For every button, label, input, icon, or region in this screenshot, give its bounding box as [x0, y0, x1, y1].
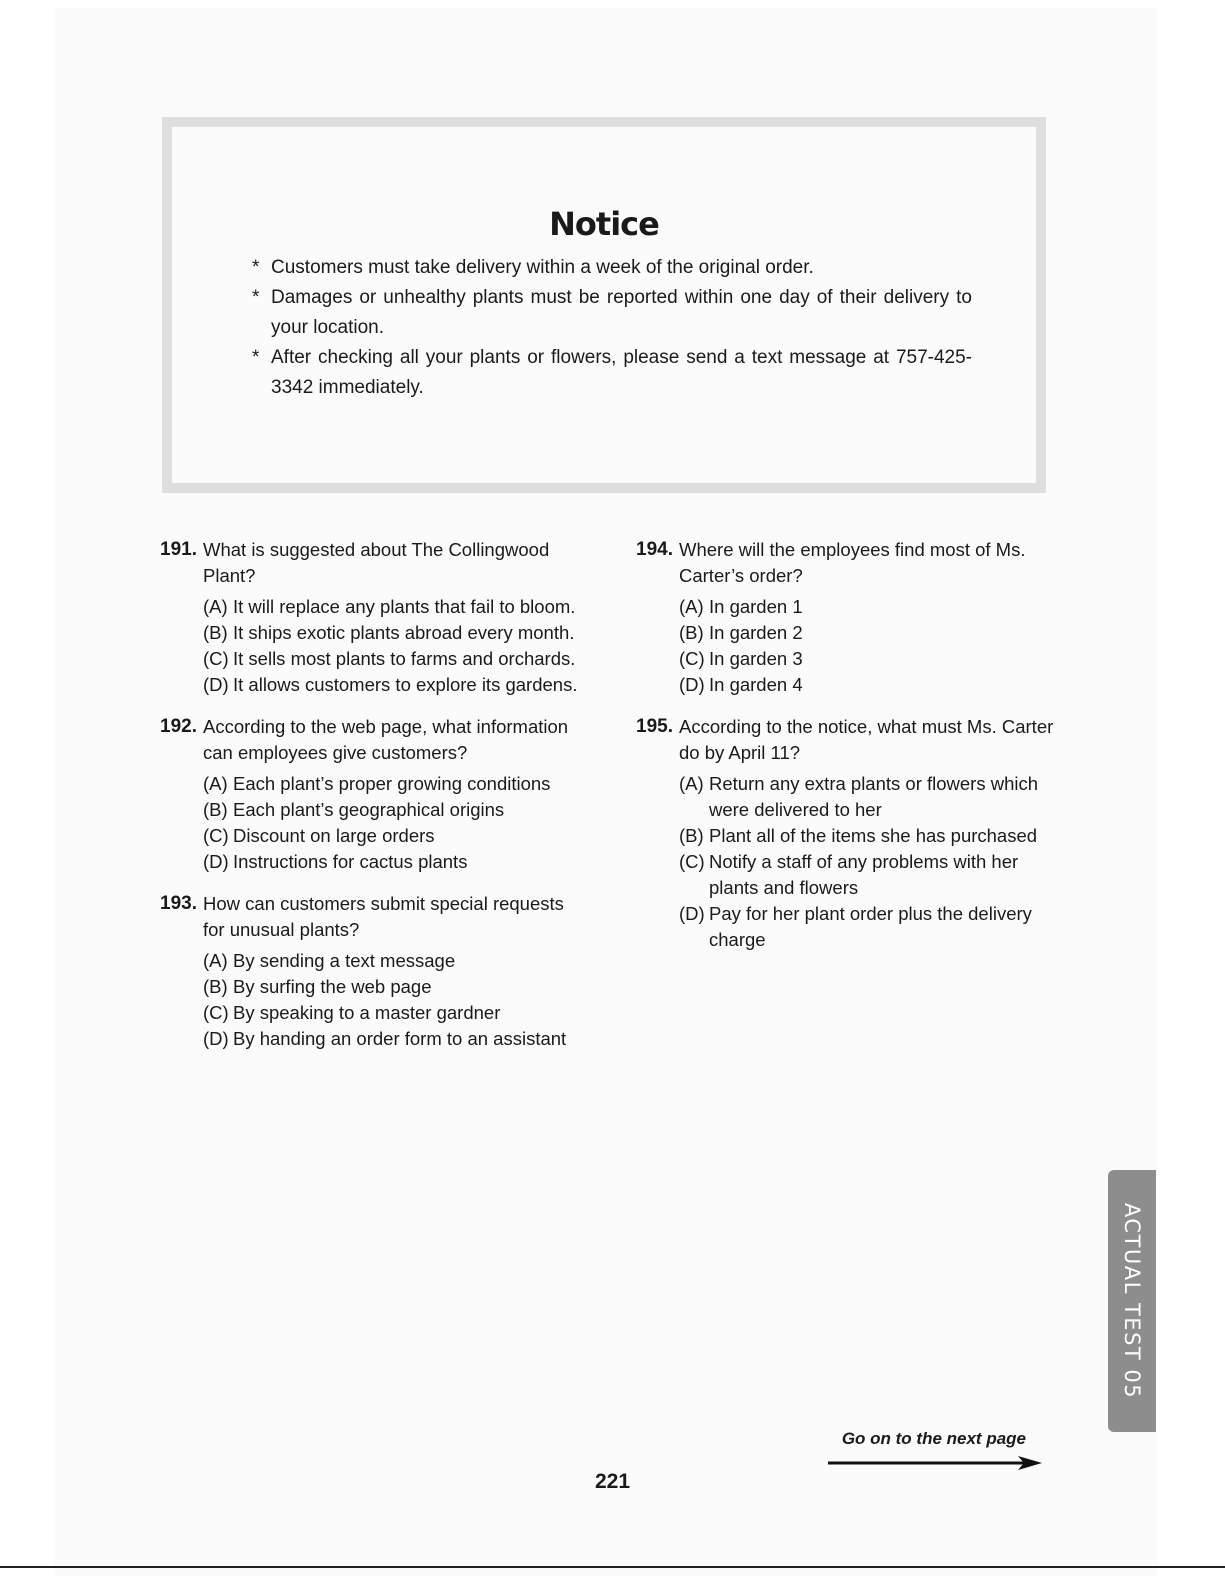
- answer-option-d[interactable]: (D) Instructions for cactus plants: [203, 851, 468, 872]
- bullet-star: *: [252, 287, 260, 308]
- question-195: [636, 714, 1056, 953]
- question-text: Where will the employees find most of Ms. Carter’s order?: [679, 539, 1026, 586]
- answer-option-a[interactable]: (A) Each plant’s proper growing conditions: [203, 773, 551, 794]
- bullet-star: *: [252, 257, 260, 278]
- right-column: [636, 537, 1056, 969]
- question-193: [160, 891, 580, 1052]
- left-column: [160, 537, 580, 1068]
- answer-options: [160, 948, 580, 1052]
- question-stem: [160, 891, 580, 943]
- bottom-rule: [0, 1566, 1225, 1568]
- question-194: [636, 537, 1056, 698]
- answer-option-a[interactable]: (A) It will replace any plants that fail to bloom.: [203, 596, 576, 617]
- question-number: 195.: [636, 716, 673, 737]
- section-side-tab: [1108, 1170, 1156, 1432]
- question-number: 193.: [160, 893, 197, 914]
- answer-options: [636, 771, 1056, 953]
- answer-option-b[interactable]: (B) By surfing the web page: [203, 976, 432, 997]
- notice-item: * Customers must take delivery within a week of the original order.: [244, 253, 972, 283]
- question-191: [160, 537, 580, 698]
- answer-option-b[interactable]: (B) In garden 2: [679, 622, 803, 643]
- answer-option-c[interactable]: (C) In garden 3: [679, 648, 803, 669]
- question-number: 192.: [160, 716, 197, 737]
- notice-title: Notice: [549, 205, 659, 243]
- question-text: According to the web page, what information can employees give customers?: [203, 716, 569, 763]
- answer-option-b[interactable]: (B) It ships exotic plants abroad every month.: [203, 622, 575, 643]
- side-tab-label: ACTUAL TEST 05: [1120, 1202, 1144, 1400]
- notice-list: [244, 253, 972, 403]
- bullet-star: *: [252, 347, 260, 368]
- question-192: [160, 714, 580, 875]
- question-text: What is suggested about The Collingwood Plant?: [203, 539, 550, 586]
- answer-option-d[interactable]: (D) Pay for her plant order plus the delivery charge: [679, 903, 1032, 950]
- notice-item: * Damages or unhealthy plants must be reported within one day of their delivery to your location.: [244, 283, 972, 343]
- notice-box: [162, 117, 1046, 493]
- answer-option-a[interactable]: (A) In garden 1: [679, 596, 803, 617]
- answer-option-c[interactable]: (C) It sells most plants to farms and orchards.: [203, 648, 576, 669]
- answer-options: [160, 594, 580, 698]
- question-number: 194.: [636, 539, 673, 560]
- answer-options: [636, 594, 1056, 698]
- question-stem: [160, 537, 580, 589]
- answer-option-c[interactable]: (C) By speaking to a master gardner: [203, 1002, 501, 1023]
- answer-option-b[interactable]: (B) Each plant’s geographical origins: [203, 799, 505, 820]
- answer-option-d[interactable]: (D) In garden 4: [679, 674, 803, 695]
- question-stem: [636, 537, 1056, 589]
- answer-option-c[interactable]: (C) Notify a staff of any problems with her plants and flowers: [679, 851, 1019, 898]
- answer-option-c[interactable]: (C) Discount on large orders: [203, 825, 435, 846]
- answer-option-d[interactable]: (D) It allows customers to explore its gardens.: [203, 674, 578, 695]
- question-text: According to the notice, what must Ms. Carter do by April 11?: [679, 716, 1054, 763]
- question-stem: [160, 714, 580, 766]
- answer-option-b[interactable]: (B) Plant all of the items she has purchased: [679, 825, 1038, 846]
- next-page-label: Go on to the next page: [841, 1429, 1026, 1448]
- notice-item: * After checking all your plants or flowers, please send a text message at 757-425-3342 immediately.: [244, 343, 972, 403]
- answer-option-d[interactable]: (D) By handing an order form to an assistant: [203, 1028, 567, 1049]
- question-text: How can customers submit special requests for unusual plants?: [203, 893, 564, 940]
- question-number: 191.: [160, 539, 197, 560]
- answer-options: [160, 771, 580, 875]
- question-stem: [636, 714, 1056, 766]
- answer-option-a[interactable]: (A) Return any extra plants or flowers which were delivered to her: [679, 773, 1039, 820]
- page-number: 221: [594, 1470, 631, 1493]
- answer-option-a[interactable]: (A) By sending a text message: [203, 950, 456, 971]
